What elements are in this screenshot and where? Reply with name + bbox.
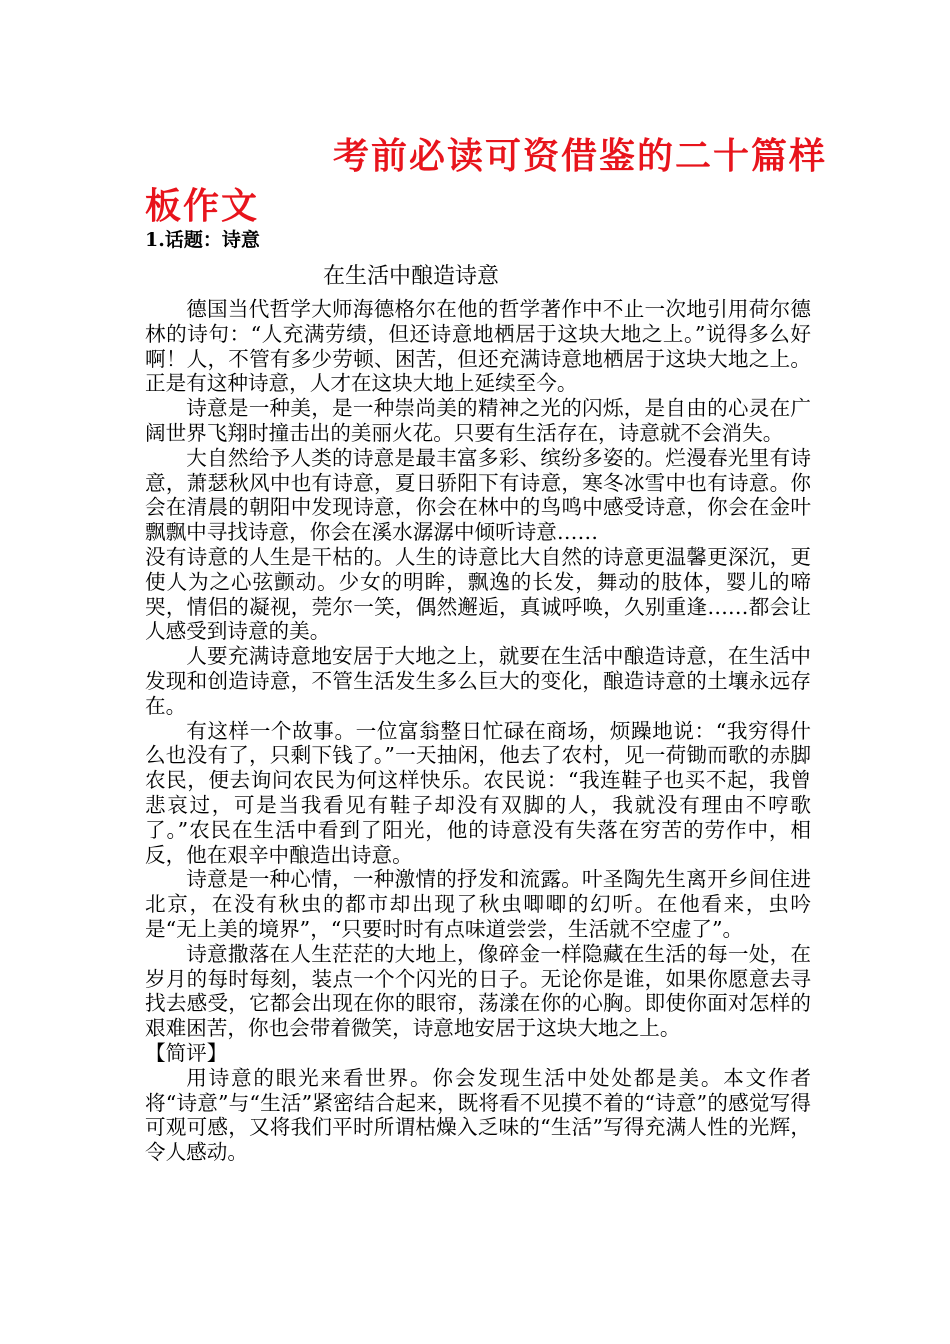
essay-body: [145, 297, 811, 1165]
essay-title: 在生活中酿造诗意: [323, 264, 500, 289]
paragraph: 德国当代哲学大师海德格尔在他的哲学著作中不止一次地引用荷尔德林的诗句：“人充满劳绩，但还诗意地栖居于这块大地之上。”说得多么好啊！人，不管有多少劳顿、困苦，但还充满诗意地栖居于这块大地之上。正是有这种诗意，人才在这块大地上延续至今。: [145, 297, 811, 396]
paragraph: 诗意撒落在人生茫茫的大地上，像碎金一样隐藏在生活的每一处，在岁月的每时每刻，装点一个个闪光的日子。无论你是谁，如果你愿意去寻找去感受，它都会出现在你的眼帘，荡漾在你的心胸。即使你面对怎样的艰难困苦，你也会带着微笑，诗意地安居于这块大地之上。: [145, 941, 811, 1041]
review-label: 【简评】: [145, 1040, 228, 1065]
paragraph: 诗意是一种心情，一种激情的抒发和流露。叶圣陶先生离开乡间住进北京，在没有秋虫的都市却出现了秋虫唧唧的幻听。在他看来，虫吟是“无上美的境界”，“只要时时有点味道尝尝，生活就不空虚了”。: [145, 867, 811, 941]
paragraph: 没有诗意的人生是干枯的。人生的诗意比大自然的诗意更温馨更深沉，更使人为之心弦颤动。少女的明眸，飘逸的长发，舞动的肢体，婴儿的啼哭，情侣的凝视，莞尔一笑，偶然邂逅，真诚呼唤，久别重逢……都会让人感受到诗意的美。: [145, 544, 811, 644]
topic-heading: 1.话题：诗意: [145, 229, 260, 251]
paragraph: 大自然给予人类的诗意是最丰富多彩、缤纷多姿的。烂漫春光里有诗意，萧瑟秋风中也有诗意，夏日骄阳下有诗意，寒冬冰雪中也有诗意。你会在清晨的朝阳中发现诗意，你会在林中的鸟鸣中感受诗意，你会在金叶飘飘中寻找诗意，你会在溪水潺潺中倾听诗意……: [145, 445, 811, 545]
paragraph: 有这样一个故事。一位富翁整日忙碌在商场，烦躁地说：“我穷得什么也没有了，只剩下钱了。”一天抽闲，他去了农村，见一荷锄而歌的赤脚农民，便去询问农民为何这样快乐。农民说：“我连鞋子也买不起，我曾悲哀过，可是当我看见有鞋子却没有双脚的人，我就没有理由不哼歌了。”农民在生活中看到了阳光，他的诗意没有失落在穷苦的劳作中，相反，他在艰辛中酿造出诗意。: [145, 718, 811, 867]
paragraph: 人要充满诗意地安居于大地之上，就要在生活中酿造诗意，在生活中发现和创造诗意，不管生活发生多么巨大的变化，酿造诗意的土壤永远存在。: [145, 644, 811, 718]
review-text: 用诗意的眼光来看世界。你会发现生活中处处都是美。本文作者将“诗意”与“生活”紧密结合起来，既将看不见摸不着的“诗意”的感觉写得可观可感，又将我们平时所谓枯燥入乏味的“生活”写得充满人性的光辉，令人感动。: [145, 1065, 811, 1165]
document-title-line2: 板作文: [145, 185, 260, 227]
paragraph: 诗意是一种美，是一种崇尚美的精神之光的闪烁，是自由的心灵在广阔世界飞翔时撞击出的美丽火花。只要有生活存在，诗意就不会消失。: [145, 396, 811, 445]
document-title-line1: 考前必读可资借鉴的二十篇样: [333, 135, 828, 177]
